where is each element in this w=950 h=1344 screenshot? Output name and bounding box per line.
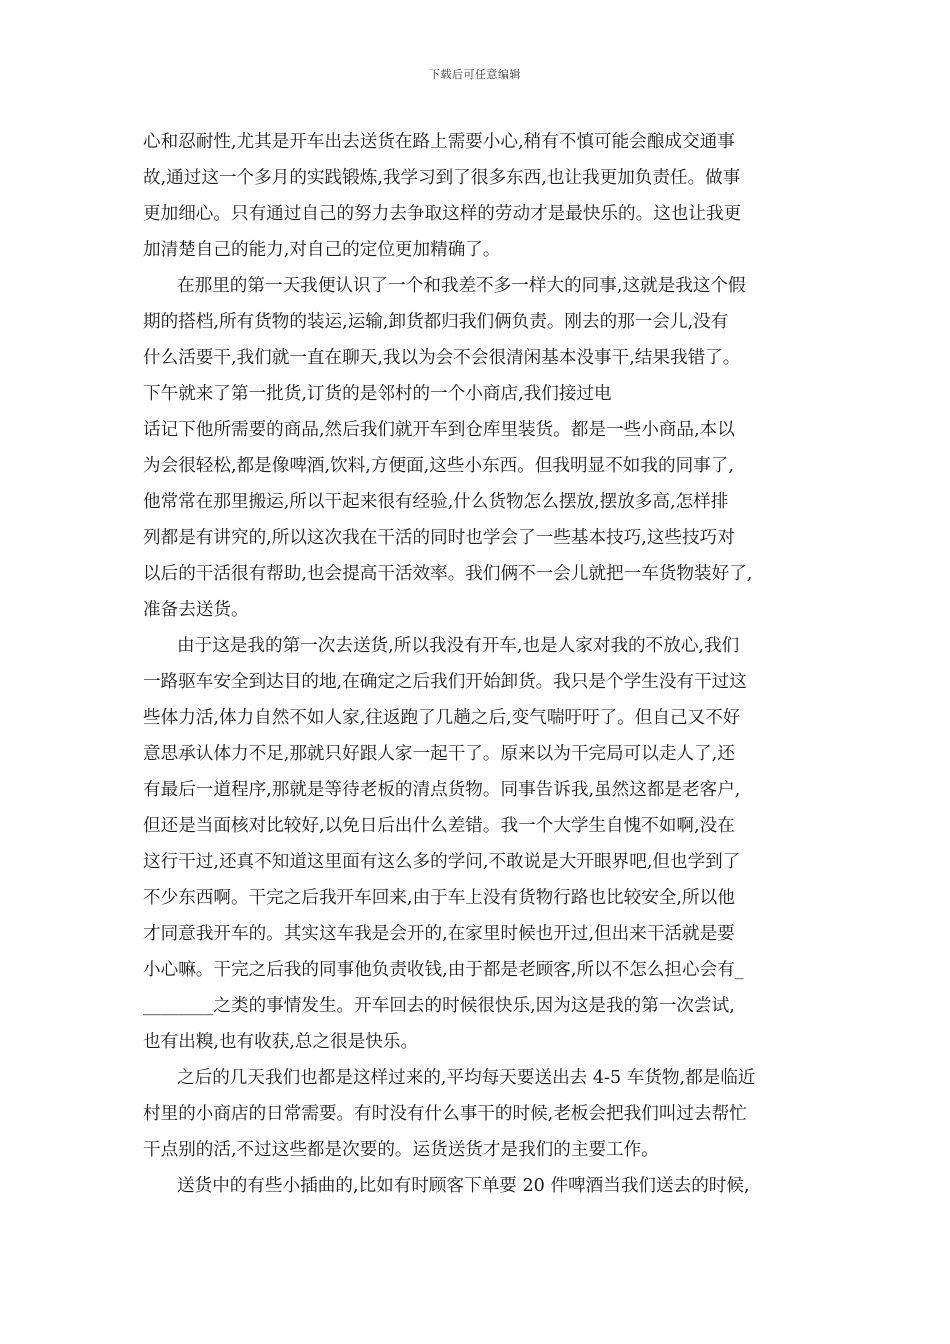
text-line: 为会很轻松,都是像啤酒,饮料,方便面,这些小东西。但我明显不如我的同事了, <box>143 456 734 476</box>
body-text <box>143 124 811 1204</box>
text-line: 干点别的活,不过这些都是次要的。运货送货才是我们的主要工作。 <box>143 1140 659 1160</box>
text-line: 有最后一道程序,那就是等待老板的清点货物。同事告诉我,虽然这都是老客户, <box>143 780 741 800</box>
text-line: 加清楚自己的能力,对自己的定位更加精确了。 <box>143 240 501 260</box>
text-line: 也有出糗,也有收获,总之很是快乐。 <box>143 1032 419 1052</box>
text-line: 不少东西啊。干完之后我开车回来,由于车上没有货物行路也比较安全,所以他 <box>143 888 735 908</box>
text-line: 由于这是我的第一次去送货,所以我没有开车,也是人家对我的不放心,我们 <box>177 636 740 656</box>
text-line: 什么活要干,我们就一直在聊天,我以为会不会很清闲基本没事干,结果我错了。 <box>143 348 741 368</box>
text-line: 这行干过,还真不知道这里面有这么多的学问,不敢说是大开眼界吧,但也学到了 <box>143 852 741 872</box>
text-line: 期的搭档,所有货物的装运,运输,卸货都归我们俩负责。刚去的那一会儿,没有 <box>143 312 729 332</box>
text-line: ________之类的事情发生。开车回去的时候很快乐,因为这是我的第一次尝试, <box>143 996 735 1016</box>
text-line: 他常常在那里搬运,所以干起来很有经验,什么货物怎么摆放,摆放多高,怎样排 <box>143 492 729 512</box>
page-header: 下载后可任意编辑 <box>429 68 521 81</box>
text-line: 一路驱车安全到达目的地,在确定之后我们开始卸货。我只是个学生没有干过这 <box>143 672 747 692</box>
text-line: 意思承认体力不足,那就只好跟人家一起干了。原来以为干完局可以走人了,还 <box>143 744 735 764</box>
text-line: 之后的几天我们也都是这样过来的,平均每天要送出去 4-5 车货物,都是临近 <box>177 1068 756 1088</box>
text-line: 故,通过这一个多月的实践锻炼,我学习到了很多东西,也让我更加负责任。做事 <box>143 168 741 188</box>
text-line: 才同意我开车的。其实这车我是会开的,在家里时候也开过,但出来干活就是要 <box>143 924 735 944</box>
text-line: 更加细心。只有通过自己的努力去争取这样的劳动才是最快乐的。这也让我更 <box>143 204 742 224</box>
text-line: 列都是有讲究的,所以这次我在干活的同时也学会了一些基本技巧,这些技巧对 <box>143 528 735 548</box>
text-line: 些体力活,体力自然不如人家,往返跑了几趟之后,变气喘吁吁了。但自己又不好 <box>143 708 741 728</box>
text-line: 话记下他所需要的商品,然后我们就开车到仓库里装货。都是一些小商品,本以 <box>143 420 735 440</box>
text-line: 村里的小商店的日常需要。有时没有什么事干的时候,老板会把我们叫过去帮忙 <box>143 1104 747 1124</box>
text-line: 以后的干活很有帮助,也会提高干活效率。我们俩不一会儿就把一车货物装好了, <box>143 564 753 584</box>
text-line: 在那里的第一天我便认识了一个和我差不多一样大的同事,这就是我这个假 <box>177 276 746 296</box>
text-line: 送货中的有些小插曲的,比如有时顾客下单要 20 件啤酒当我们送去的时候, <box>177 1176 750 1196</box>
text-line: 小心嘛。干完之后我的同事他负责收钱,由于都是老顾客,所以不怎么担心会有_ <box>143 960 744 980</box>
text-line: 但还是当面核对比较好,以免日后出什么差错。我一个大学生自愧不如啊,没在 <box>143 816 735 836</box>
text-line: 下午就来了第一批货,订货的是邻村的一个小商店,我们接过电 <box>143 384 612 404</box>
text-line: 心和忍耐性,尤其是开车出去送货在路上需要小心,稍有不慎可能会酿成交通事 <box>143 132 735 152</box>
text-line: 准备去送货。 <box>143 600 249 620</box>
